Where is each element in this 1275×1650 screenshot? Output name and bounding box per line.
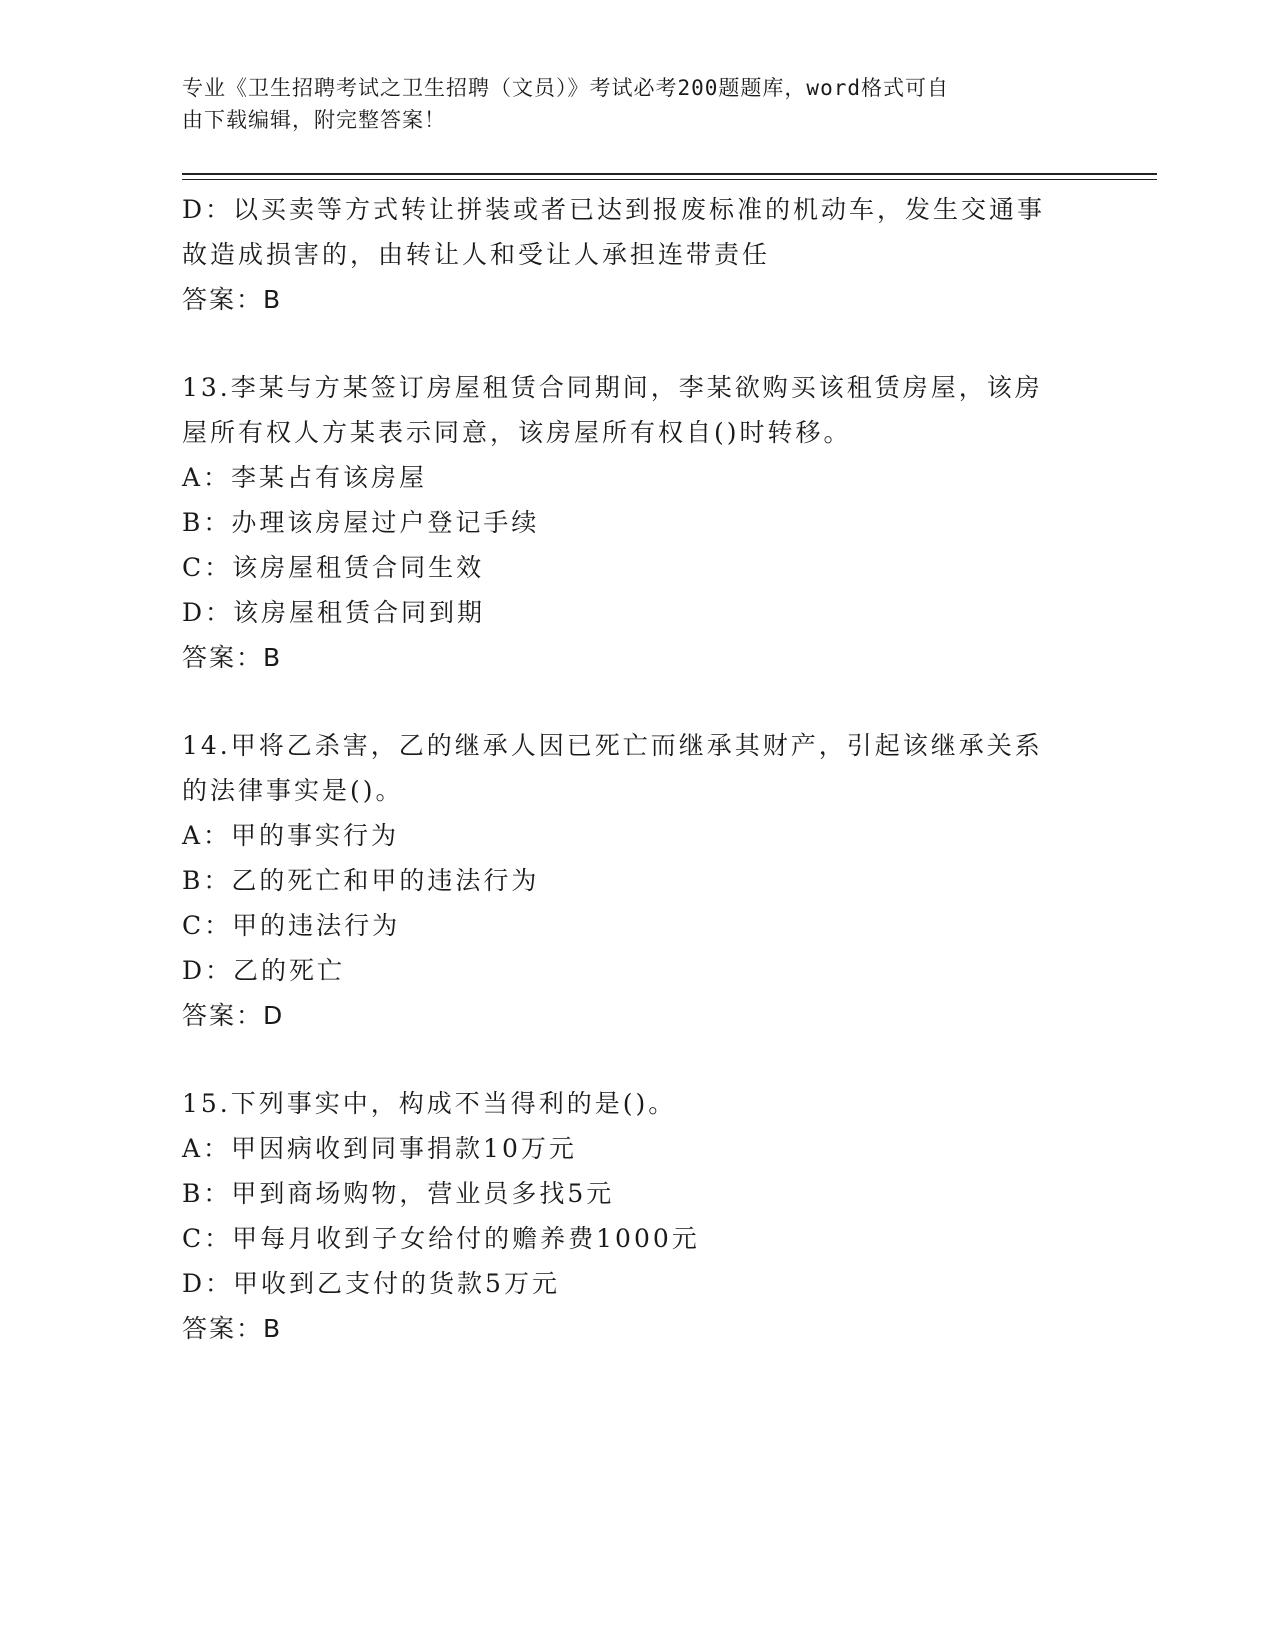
option-d-line-1: D：以买卖等方式转让拼装或者已达到报废标准的机动车，发生交通事 bbox=[182, 195, 1046, 224]
spacer bbox=[182, 1038, 1082, 1081]
question-block-13 bbox=[182, 365, 1082, 680]
answer-line: 答案：B bbox=[182, 1314, 283, 1343]
option-b: B：办理该房屋过户登记手续 bbox=[182, 508, 540, 537]
question-stem-line-1: 15.下列事实中，构成不当得利的是()。 bbox=[182, 1089, 677, 1118]
question-stem-line-1: 13.李某与方某签订房屋租赁合同期间，李某欲购买该租赁房屋，该房 bbox=[182, 373, 1043, 402]
answer-line: 答案：B bbox=[182, 285, 283, 314]
option-c: C：甲每月收到子女给付的赡养费1000元 bbox=[182, 1224, 700, 1253]
header-rule-thick bbox=[182, 173, 1157, 175]
option-d: D：乙的死亡 bbox=[182, 956, 346, 985]
spacer bbox=[182, 322, 1082, 365]
header-line-2: 由下载编辑，附完整答案！ bbox=[182, 108, 446, 132]
option-c: C：甲的违法行为 bbox=[182, 911, 401, 940]
question-stem-line-2: 的法律事实是()。 bbox=[182, 776, 404, 805]
answer-line: 答案：D bbox=[182, 1001, 285, 1030]
option-d: D：甲收到乙支付的货款5万元 bbox=[182, 1269, 560, 1298]
option-b: B：甲到商场购物，营业员多找5元 bbox=[182, 1179, 615, 1208]
header-line-1: 专业《卫生招聘考试之卫生招聘（文员）》考试必考200题题库，word格式可自 bbox=[182, 76, 949, 100]
question-stem-line-1: 14.甲将乙杀害，乙的继承人因已死亡而继承其财产，引起该继承关系 bbox=[182, 731, 1043, 760]
document-header bbox=[182, 72, 1082, 136]
option-a: A：甲因病收到同事捐款10万元 bbox=[182, 1134, 577, 1163]
option-b: B：乙的死亡和甲的违法行为 bbox=[182, 866, 540, 895]
answer-line: 答案：B bbox=[182, 643, 283, 672]
question-block-prev bbox=[182, 187, 1082, 322]
question-block-15 bbox=[182, 1081, 1082, 1351]
spacer bbox=[182, 680, 1082, 723]
document-body bbox=[182, 187, 1082, 1351]
question-stem-line-2: 屋所有权人方某表示同意，该房屋所有权自()时转移。 bbox=[182, 418, 852, 447]
question-block-14 bbox=[182, 723, 1082, 1038]
option-a: A：李某占有该房屋 bbox=[182, 463, 428, 492]
option-a: A：甲的事实行为 bbox=[182, 821, 400, 850]
header-rule-thin bbox=[182, 179, 1157, 180]
option-d: D：该房屋租赁合同到期 bbox=[182, 598, 486, 627]
option-c: C：该房屋租赁合同生效 bbox=[182, 553, 485, 582]
option-d-line-2: 故造成损害的，由转让人和受让人承担连带责任 bbox=[182, 240, 771, 269]
